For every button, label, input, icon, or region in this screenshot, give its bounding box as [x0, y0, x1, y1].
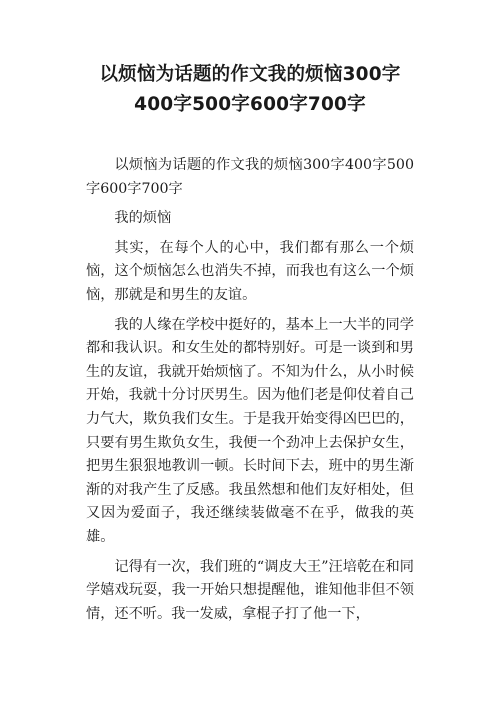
- document-title: [86, 60, 414, 120]
- title-line-2: 400字500字600字700字: [134, 94, 366, 115]
- paragraph-subtitle: 以烦恼为话题的作文我的烦恼300字400字500字600字700字: [86, 157, 414, 197]
- paragraph: 其实，在每个人的心中，我们都有那么一个烦恼，这个烦恼怎么也消失不掉，而我也有这么一个烦恼，那就是和男生的友谊。: [86, 239, 414, 303]
- paragraph-heading: 我的烦恼: [114, 210, 172, 227]
- paragraph: 记得有一次，我们班的“调皮大王”汪培乾在和同学嬉戏玩耍，我一开始只想提醒他，谁知他非但不领情，还不听。我一发威，拿棍子打了他一下，: [86, 558, 414, 622]
- document-body: [86, 154, 414, 626]
- title-line-1: 以烦恼为话题的作文我的烦恼300字: [99, 64, 401, 85]
- paragraph: 我的人缘在学校中挺好的，基本上一大半的同学都和我认识。和女生处的都特别好。可是一谈到和男生的友谊，我就开始烦恼了。不知为什么，从小时候开始，我就十分讨厌男生。因为他们老是仰仗着自己力气大，欺负我们女生。于是我开始变得凶巴巴的，只要有男生欺负女生，我便一个劲冲上去保护女生，把男生狠狠地教训一顿。长时间下去，班中的男生渐渐的对我产生了反感。我虽然想和他们友好相处，但又因为爱面子，我还继续装做毫不在乎，做我的英雄。: [86, 316, 414, 545]
